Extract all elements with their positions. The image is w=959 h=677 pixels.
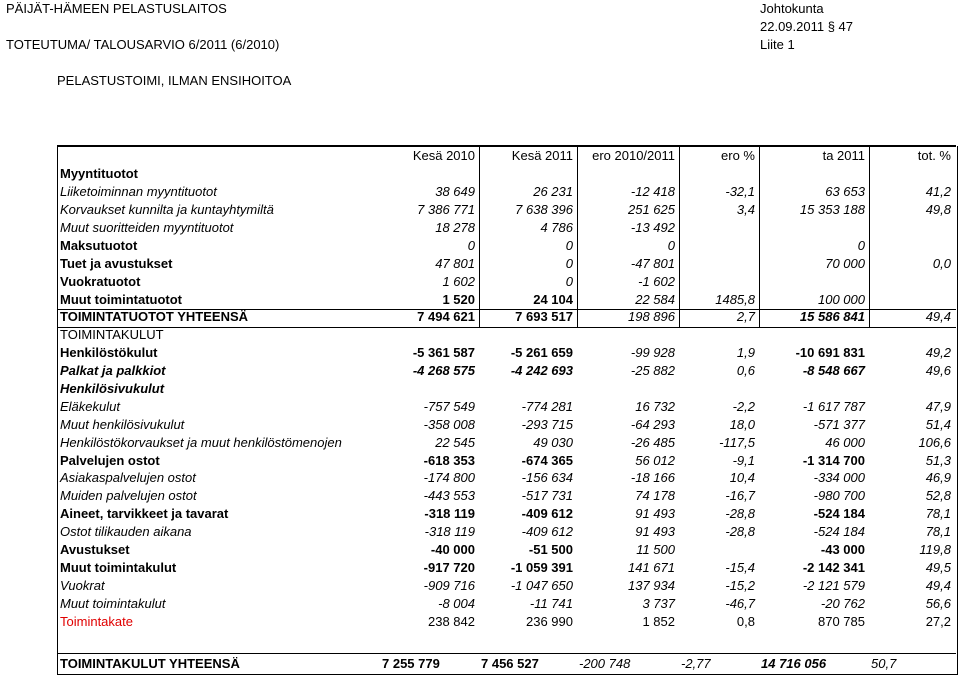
table-cell: -20 762: [820, 595, 865, 611]
table-cell: -10 691 831: [795, 345, 865, 361]
total-cell: 50,7: [871, 656, 897, 671]
table-cell: 2,7: [736, 309, 755, 325]
table-cell: [759, 380, 869, 398]
table-row: [58, 344, 955, 362]
table-cell: 18 278: [435, 220, 475, 235]
table-cell: 0,0: [932, 255, 951, 271]
table-cell: [679, 326, 759, 344]
table-cell: 100 000: [818, 291, 865, 307]
total-row: [58, 655, 955, 672]
table-cell: [577, 380, 679, 398]
table-cell: 49,2: [925, 345, 951, 361]
row-label: Muut toimintakulut: [60, 559, 177, 575]
table-cell: [679, 165, 759, 183]
table-cell: -25 882: [630, 363, 675, 379]
table-cell: 49 030: [533, 434, 573, 450]
table-cell: -571 377: [813, 416, 865, 432]
table-cell: -2 142 341: [802, 559, 865, 575]
table-cell: -9,1: [732, 452, 755, 468]
table-cell: -1 602: [638, 273, 675, 289]
table-cell: 26 231: [533, 184, 573, 200]
table-cell: -674 365: [521, 452, 573, 468]
table-cell: 137 934: [628, 577, 675, 593]
table-cell: 4 786: [540, 220, 573, 235]
table-cell: 41,2: [925, 184, 951, 200]
row-label: Ostot tilikauden aikana: [60, 524, 192, 540]
table-cell: -2 121 579: [802, 577, 865, 593]
table-cell: 47,9: [925, 398, 951, 414]
table-cell: 0: [857, 237, 865, 253]
column-header-row: [58, 147, 955, 165]
attachment-label: Liite 1: [760, 37, 795, 52]
row-label: Vuokratuotot: [60, 273, 141, 289]
table-cell: -46,7: [725, 595, 755, 611]
column-header: Kesä 2010: [412, 148, 475, 164]
table-cell: [869, 290, 955, 308]
header-label-cell: [58, 147, 380, 165]
table-cell: -8 548 667: [802, 363, 865, 379]
table-cell: -409 612: [521, 524, 573, 540]
table-cell: -917 720: [423, 559, 475, 575]
table-cell: 78,1: [925, 506, 951, 522]
table-cell: 3 737: [642, 595, 675, 611]
table-cell: 7 693 517: [515, 309, 573, 325]
row-label: Muut suoritteiden myyntituotot: [60, 220, 234, 235]
column-header: ta 2011: [822, 148, 865, 164]
table-row: [58, 523, 955, 541]
row-label: Muiden palvelujen ostot: [60, 488, 197, 504]
table-cell: 51,4: [925, 416, 951, 432]
table-row: [58, 290, 955, 308]
table-cell: 236 990: [526, 613, 573, 629]
table-row: [58, 612, 955, 630]
table-cell: -5 261 659: [510, 345, 573, 361]
table-cell: -43 000: [820, 542, 865, 558]
table-cell: 11 500: [636, 542, 675, 558]
row-label: TOIMINTAKULUT: [60, 327, 164, 343]
table-cell: 70 000: [825, 255, 865, 271]
table-cell: [380, 326, 479, 344]
row-label: Palvelujen ostot: [60, 452, 160, 468]
row-label: Liiketoiminnan myyntituotot: [60, 184, 217, 200]
table-row: [58, 541, 955, 559]
table-cell: 91 493: [635, 524, 675, 540]
table-cell: -11 741: [529, 595, 573, 611]
table-cell: -524 184: [813, 506, 865, 522]
table-row: [58, 415, 955, 433]
table-cell: 91 493: [635, 506, 675, 522]
table-cell: 7 638 396: [515, 202, 573, 218]
table-cell: -174 800: [423, 470, 475, 486]
table-cell: -26 485: [630, 434, 675, 450]
table-cell: [869, 236, 955, 254]
table-cell: -318 119: [424, 506, 475, 522]
table-cell: 7 386 771: [417, 202, 475, 218]
table-cell: 238 842: [428, 613, 475, 629]
table-cell: 0,8: [736, 613, 755, 629]
table-cell: 38 649: [435, 184, 475, 200]
table-cell: 47 801: [435, 255, 475, 271]
table-cell: -757 549: [423, 398, 475, 414]
table-row: [58, 594, 955, 612]
table-cell: 0,6: [736, 363, 755, 379]
row-label: Vuokrat: [60, 577, 105, 593]
table-cell: 0: [667, 237, 675, 253]
table-cell: 1 520: [442, 291, 475, 307]
table-cell: -4 242 693: [510, 363, 573, 379]
table-cell: 49,6: [925, 363, 951, 379]
table-cell: [479, 326, 577, 344]
table-cell: 141 671: [628, 559, 675, 575]
column-header: ero 2010/2011: [592, 148, 675, 164]
table-row: [58, 505, 955, 523]
table-cell: -1 047 650: [510, 577, 573, 593]
total-cell: -2,77: [681, 656, 711, 671]
table-cell: [479, 380, 577, 398]
table-row: [58, 165, 955, 183]
total-label: TOIMINTAKULUT YHTEENSÄ: [60, 656, 240, 671]
table-cell: -517 731: [521, 488, 573, 504]
table-cell: -293 715: [521, 416, 573, 432]
table-cell: -117,5: [719, 434, 755, 450]
row-label: Korvaukset kunnilta ja kuntayhtymiltä: [60, 202, 274, 218]
table-row: [58, 469, 955, 487]
table-row: [58, 362, 955, 380]
row-label: Maksutuotot: [60, 237, 138, 253]
table-row: [58, 254, 955, 272]
row-label: Eläkekulut: [60, 398, 120, 414]
table-cell: -980 700: [813, 488, 865, 504]
table-cell: -15,2: [725, 577, 755, 593]
row-label: Asiakaspalvelujen ostot: [60, 470, 196, 486]
table-cell: [679, 380, 759, 398]
table-cell: 251 625: [628, 202, 675, 218]
table-row: [58, 183, 955, 201]
table-cell: [759, 219, 869, 237]
table-cell: -64 293: [630, 416, 675, 432]
table-cell: 0: [565, 237, 573, 253]
table-cell: -28,8: [725, 506, 755, 522]
table-cell: -318 119: [424, 524, 475, 540]
meeting-date: 22.09.2011 § 47: [760, 19, 854, 34]
table-row: [58, 558, 955, 576]
table-cell: [869, 272, 955, 290]
table-cell: 15 353 188: [799, 202, 865, 218]
table-cell: 3,4: [736, 202, 755, 218]
row-label: Muut henkilösivukulut: [60, 416, 185, 432]
total-cell: 14 716 056: [761, 656, 827, 671]
table-cell: -51 500: [528, 542, 573, 558]
table-cell: [869, 219, 955, 237]
table-cell: 10,4: [729, 470, 755, 486]
table-cell: -15,4: [725, 559, 755, 575]
column-header: Kesä 2011: [511, 148, 573, 164]
row-label: TOIMINTATUOTOT YHTEENSÄ: [60, 309, 249, 325]
table-cell: -618 353: [423, 452, 475, 468]
table-cell: [577, 165, 679, 183]
row-label: Muut toimintatuotot: [60, 291, 183, 307]
table-cell: 870 785: [818, 613, 865, 629]
table-row: [58, 326, 955, 344]
table-row: [58, 397, 955, 415]
table-cell: [759, 272, 869, 290]
table-cell: 46,9: [925, 470, 951, 486]
report-title: TOTEUTUMA/ TALOUSARVIO 6/2011 (6/2010): [6, 37, 280, 52]
table-cell: 1 852: [642, 613, 675, 629]
row-label: Muut toimintakulut: [60, 595, 166, 611]
table-row: [58, 576, 955, 594]
table-cell: 27,2: [925, 613, 951, 629]
table-cell: 49,5: [925, 559, 951, 575]
table-cell: [759, 165, 869, 183]
table-cell: [380, 380, 479, 398]
table-cell: 18,0: [729, 416, 755, 432]
row-label: Tuet ja avustukset: [60, 255, 173, 271]
table-cell: -443 553: [423, 488, 475, 504]
table-row: [58, 487, 955, 505]
column-header: ero %: [721, 148, 755, 164]
total-table: [58, 655, 955, 672]
table-row: [58, 380, 955, 398]
table-cell: -13 492: [630, 220, 675, 235]
table-cell: -1 059 391: [510, 559, 573, 575]
row-label: Avustukset: [60, 542, 130, 558]
table-cell: -18 166: [630, 470, 675, 486]
table-cell: -2,2: [732, 398, 755, 414]
table-cell: 106,6: [918, 434, 951, 450]
table-cell: -156 634: [521, 470, 573, 486]
table-row: [58, 433, 955, 451]
table-cell: 51,3: [925, 452, 951, 468]
table-cell: -4 268 575: [412, 363, 475, 379]
table-cell: 52,8: [925, 488, 951, 504]
table-cell: 22 545: [435, 434, 475, 450]
table-cell: [679, 219, 759, 237]
table-cell: 15 586 841: [799, 309, 865, 325]
table-cell: [869, 165, 955, 183]
total-cell: -200 748: [579, 656, 631, 671]
table-cell: -774 281: [521, 398, 573, 414]
table-cell: 1,9: [736, 345, 755, 361]
total-rule-top: [57, 653, 956, 654]
table-cell: [759, 326, 869, 344]
table-row: [58, 451, 955, 469]
row-label: Henkilöstökulut: [60, 345, 158, 361]
table-cell: -334 000: [813, 470, 865, 486]
table-cell: [679, 541, 759, 559]
table-cell: -40 000: [430, 542, 475, 558]
table-cell: -1 314 700: [802, 452, 865, 468]
table-cell: 119,8: [919, 542, 951, 558]
table-cell: -16,7: [725, 488, 755, 504]
table-cell: 24 104: [533, 291, 573, 307]
total-cell: 7 255 779: [382, 656, 440, 671]
table-cell: -1 617 787: [802, 398, 865, 414]
table-cell: 49,4: [925, 309, 951, 325]
table-cell: -5 361 587: [412, 345, 475, 361]
table-row: [58, 236, 955, 254]
table-cell: 7 494 621: [417, 309, 475, 325]
table-row: [58, 201, 955, 219]
meeting-body: Johtokunta: [760, 1, 824, 16]
budget-table: [58, 147, 955, 630]
table-cell: [679, 254, 759, 272]
table-cell: -409 612: [521, 506, 573, 522]
column-header: tot. %: [917, 148, 951, 164]
section-title: PELASTUSTOIMI, ILMAN ENSIHOITOA: [57, 73, 292, 88]
total-cell: 7 456 527: [481, 656, 539, 671]
table-cell: [577, 326, 679, 344]
org-name: PÄIJÄT-HÄMEEN PELASTUSLAITOS: [6, 1, 227, 16]
table-cell: -8 004: [438, 595, 475, 611]
table-row: [58, 272, 955, 290]
table-cell: 0: [565, 273, 573, 289]
table-cell: 56 012: [635, 452, 675, 468]
table-cell: 49,8: [925, 202, 951, 218]
table-cell: [869, 326, 955, 344]
table-cell: 1 602: [442, 273, 475, 289]
table-cell: [380, 165, 479, 183]
table-cell: [679, 236, 759, 254]
table-cell: 1485,8: [715, 291, 755, 307]
table-cell: 74 178: [635, 488, 675, 504]
table-cell: -358 008: [423, 416, 475, 432]
row-label: Henkilöstökorvaukset ja muut henkilöstömenojen: [60, 434, 342, 450]
row-label: Henkilösivukulut: [60, 381, 165, 397]
table-cell: -12 418: [630, 184, 675, 200]
table-cell: -524 184: [813, 524, 865, 540]
table-cell: [869, 380, 955, 398]
table-cell: 0: [565, 255, 573, 271]
table-cell: [679, 272, 759, 290]
table-cell: -32,1: [725, 184, 755, 200]
table-cell: 22 584: [635, 291, 675, 307]
table-cell: [479, 165, 577, 183]
table-cell: 16 732: [635, 398, 675, 414]
table-cell: -99 928: [630, 345, 675, 361]
table-cell: 0: [467, 237, 475, 253]
table-cell: 78,1: [925, 524, 951, 540]
table-row: [58, 308, 955, 326]
row-label: Aineet, tarvikkeet ja tavarat: [60, 506, 229, 522]
table-cell: -47 801: [630, 255, 675, 271]
table-row: [58, 219, 955, 237]
row-label: Palkat ja palkkiot: [60, 363, 166, 379]
row-label: Toimintakate: [60, 613, 133, 629]
table-cell: 198 896: [628, 309, 675, 325]
table-cell: 56,6: [925, 595, 951, 611]
row-label: Myyntituotot: [60, 166, 138, 182]
table-cell: -28,8: [725, 524, 755, 540]
table-cell: 46 000: [825, 434, 865, 450]
table-cell: 49,4: [925, 577, 951, 593]
table-cell: -909 716: [423, 577, 475, 593]
table-cell: 63 653: [825, 184, 865, 200]
